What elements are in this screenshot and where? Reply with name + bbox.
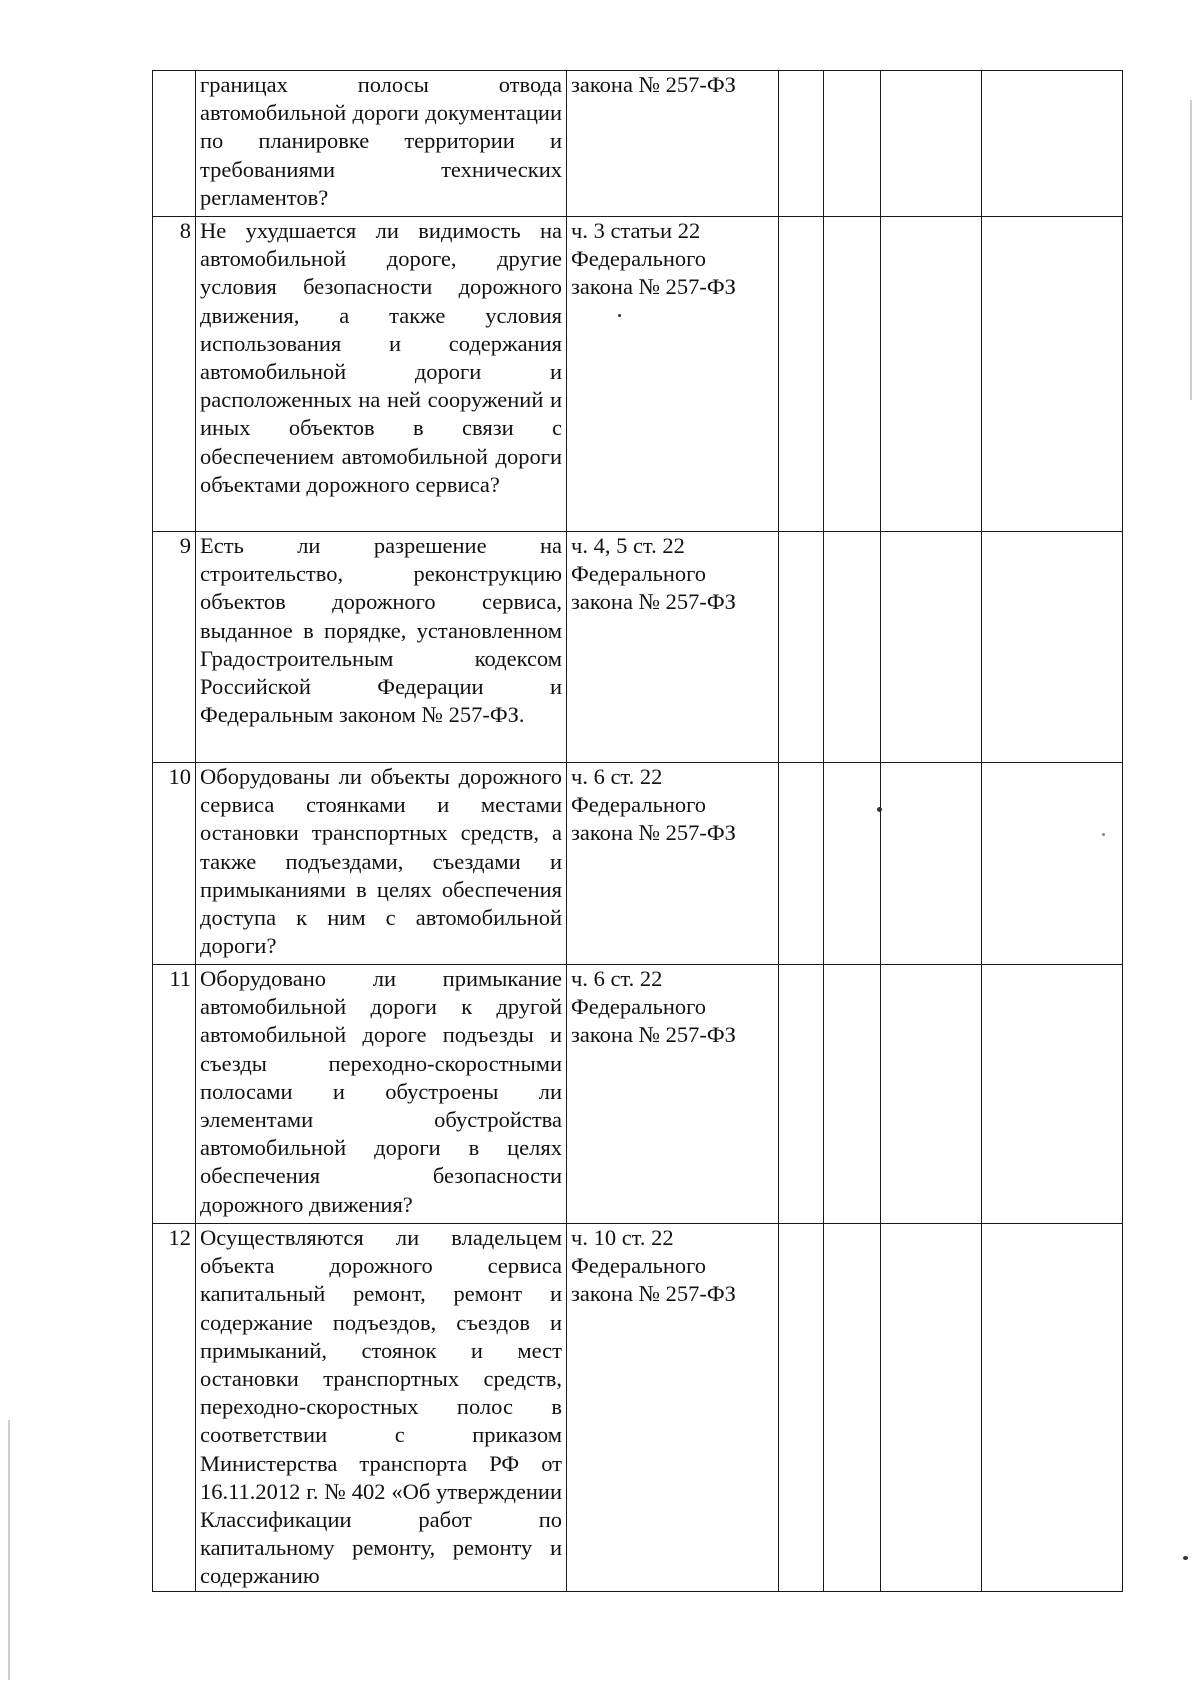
reference-line: ч. 3 статьи 22 [571,218,701,243]
empty-cell [779,217,824,532]
empty-cell [982,532,1123,763]
question-text: Есть ли разрешение на строительство, реконструкцию объектов дорожного сервиса, выданное в порядке, установленном Градостроительным кодексом Российской Федерации и Федеральным законом № 257-ФЗ. [196,532,567,763]
empty-cell [881,1224,982,1592]
reference-line: ч. 6 ст. 22 [571,966,663,991]
empty-cell [824,763,881,965]
empty-cell [779,965,824,1224]
table-row [153,71,1123,217]
empty-cell [779,71,824,217]
reference-line: Федерального [571,792,707,818]
reference-line: закона № 257-ФЗ [571,274,736,300]
reference-line: ч. 6 ст. 22 [571,764,663,789]
reference-line: Федерального [571,994,707,1020]
table-row [153,763,1123,965]
reference-line: Федерального [571,561,707,587]
empty-cell [824,532,881,763]
reference-line: закона № 257-ФЗ [571,1281,736,1307]
table-row [153,1224,1123,1592]
empty-cell [982,1224,1123,1592]
scan-edge-line [8,1420,10,1680]
legal-reference [567,763,779,965]
legal-reference [567,71,779,217]
scan-speck [1183,1556,1188,1560]
scan-speck [877,807,882,812]
empty-cell [982,71,1123,217]
question-text: Оборудованы ли объекты дорожного сервиса стоянками и местами остановки транспортных средств, а также подъездами, съездами и примыканиями в целях обеспечения доступа к ним с автомобильной дороги? [196,763,567,965]
empty-cell [982,965,1123,1224]
reference-line: Федерального [571,246,707,272]
reference-line: закона № 257-ФЗ [571,1022,736,1048]
empty-cell [881,532,982,763]
reference-line: закона № 257-ФЗ [571,820,736,846]
legal-reference [567,532,779,763]
empty-cell [779,532,824,763]
row-number [153,71,196,217]
empty-cell [881,217,982,532]
empty-cell [881,965,982,1224]
empty-cell [779,763,824,965]
reference-line: закона № 257-ФЗ [571,589,736,615]
row-number: 9 [153,532,196,763]
scan-edge-line [1190,100,1192,400]
row-number: 8 [153,217,196,532]
empty-cell [824,965,881,1224]
empty-cell [824,71,881,217]
legal-reference [567,1224,779,1592]
reference-line: ч. 4, 5 ст. 22 [571,533,685,558]
question-text: Осуществляются ли владельцем объекта дорожного сервиса капитальный ремонт, ремонт и содержание подъездов, съездов и примыканий, стоянок и мест остановки транспортных средств, переходно-скоростных полос в соответствии с приказом Министерства транспорта РФ от 16.11.2012 г. № 402 «Об утверждении Классификации работ по капитальному ремонту, ремонту и содержанию [196,1224,567,1592]
scan-speck [618,314,621,317]
empty-cell [982,763,1123,965]
empty-cell [881,763,982,965]
legal-reference [567,965,779,1224]
row-number: 12 [153,1224,196,1592]
empty-cell [824,217,881,532]
empty-cell [779,1224,824,1592]
checklist-table [152,70,1123,1592]
scan-speck [1102,833,1105,836]
row-number: 11 [153,965,196,1224]
reference-line: Федерального [571,1253,707,1279]
row-number: 10 [153,763,196,965]
table-row [153,532,1123,763]
empty-cell [982,217,1123,532]
reference-line: ч. 10 ст. 22 [571,1225,674,1250]
question-text: Оборудовано ли примыкание автомобильной дороги к другой автомобильной дороге подъезды и съезды переходно-скоростными полосами и обустроены ли элементами обустройства автомобильной дороги в целях обеспечения безопасности дорожного движения? [196,965,567,1224]
table-row [153,217,1123,532]
empty-cell [824,1224,881,1592]
reference-line: закона № 257-ФЗ [571,72,736,97]
table-row [153,965,1123,1224]
empty-cell [881,71,982,217]
legal-reference [567,217,779,532]
question-text: границах полосы отвода автомобильной дороги документации по планировке территории и требованиями технических регламентов? [196,71,567,217]
question-text: Не ухудшается ли видимость на автомобильной дороге, другие условия безопасности дорожного движения, а также условия использования и содержания автомобильной дороги и расположенных на ней сооружений и иных объектов в связи с обеспечением автомобильной дороги объектами дорожного сервиса? [196,217,567,532]
